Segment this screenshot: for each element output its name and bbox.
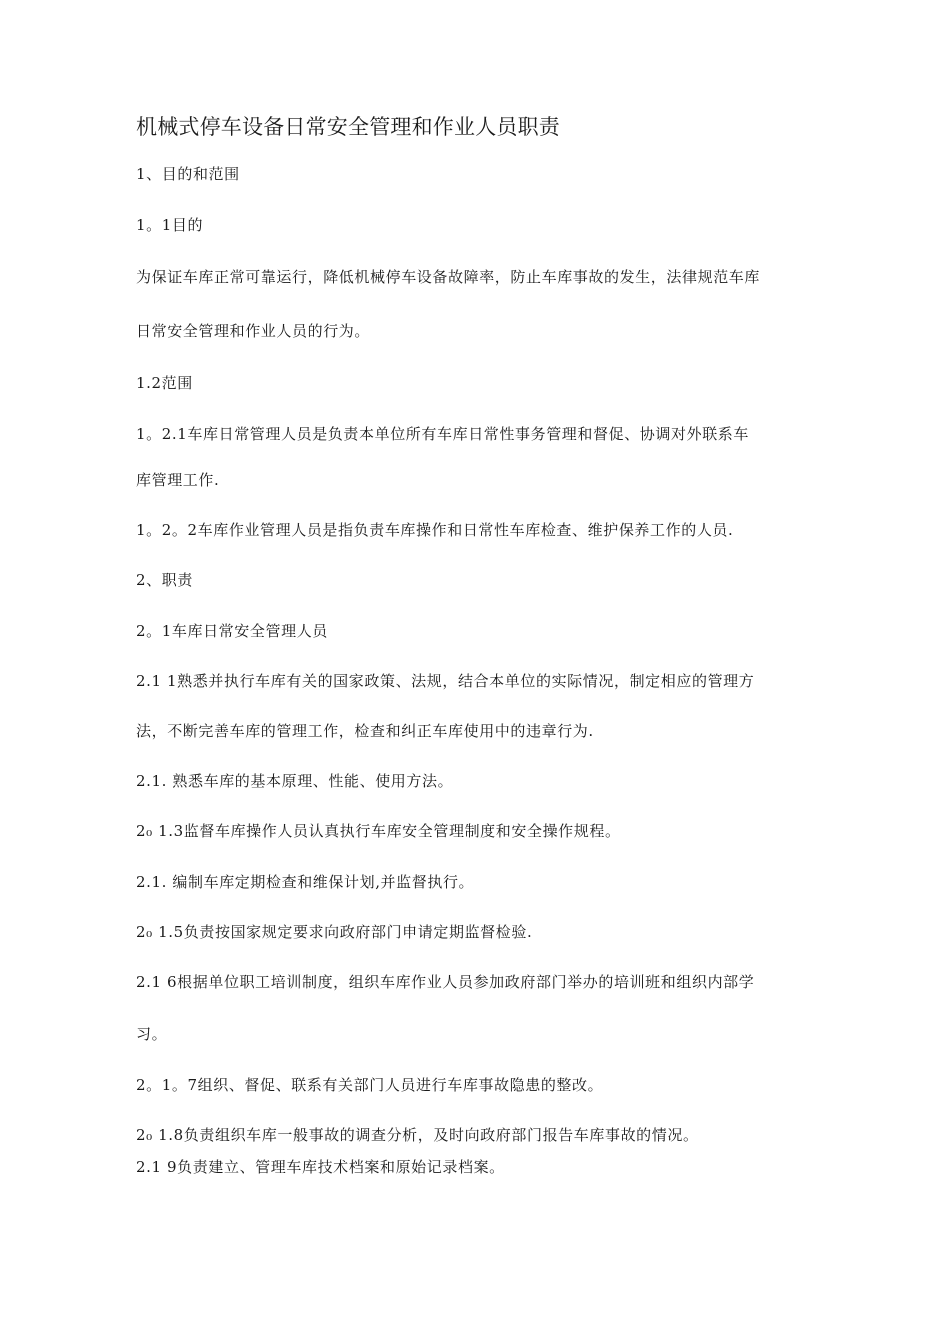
paragraph-line: 2.1 9负责建立、管理车库技术档案和原始记录档案。 [136, 1158, 505, 1176]
paragraph-line: 2.1 6根据单位职工培训制度，组织车库作业人员参加政府部门举办的培训班和组织内部学 [136, 973, 755, 991]
paragraph-line: 2₀ 1.5负责按国家规定要求向政府部门申请定期监督检验. [136, 923, 533, 941]
paragraph-line: 2₀ 1.3监督车库操作人员认真执行车库安全管理制度和安全操作规程。 [136, 822, 621, 840]
section-heading-duties: 2、职责 [136, 571, 193, 589]
paragraph-line: 2.1. 熟悉车库的基本原理、性能、使用方法。 [136, 772, 454, 790]
paragraph-line: 习。 [136, 1025, 168, 1043]
paragraph-line: 库管理工作. [136, 471, 220, 489]
paragraph-line: 2。1。7组织、督促、联系有关部门人员进行车库事故隐患的整改。 [136, 1076, 604, 1094]
subsection-heading-scope: 1.2范围 [136, 374, 193, 392]
document-title: 机械式停车设备日常安全管理和作业人员职责 [136, 115, 560, 139]
paragraph-line: 1。2.1车库日常管理人员是负责本单位所有车库日常性事务管理和督促、协调对外联系车 [136, 425, 750, 443]
paragraph-line: 2₀ 1.8负责组织车库一般事故的调查分析，及时向政府部门报告车库事故的情况。 [136, 1126, 699, 1144]
subsection-heading-purpose: 1。1目的 [136, 216, 204, 234]
paragraph-line: 日常安全管理和作业人员的行为。 [136, 322, 371, 340]
paragraph-line: 1。2。2车库作业管理人员是指负责车库操作和日常性车库检查、维护保养工作的人员. [136, 521, 734, 539]
paragraph-line: 为保证车库正常可靠运行，降低机械停车设备故障率，防止车库事故的发生，法律规范车库 [136, 268, 761, 286]
paragraph-line: 2.1. 编制车库定期检查和维保计划,并监督执行。 [136, 873, 475, 891]
paragraph-line: 2.1 1熟悉并执行车库有关的国家政策、法规，结合本单位的实际情况，制定相应的管理方 [136, 672, 755, 690]
section-heading-purpose-scope: 1、目的和范围 [136, 165, 240, 183]
paragraph-line: 法，不断完善车库的管理工作，检查和纠正车库使用中的违章行为. [136, 722, 594, 740]
subsection-heading-safety-manager: 2。1车库日常安全管理人员 [136, 622, 328, 640]
